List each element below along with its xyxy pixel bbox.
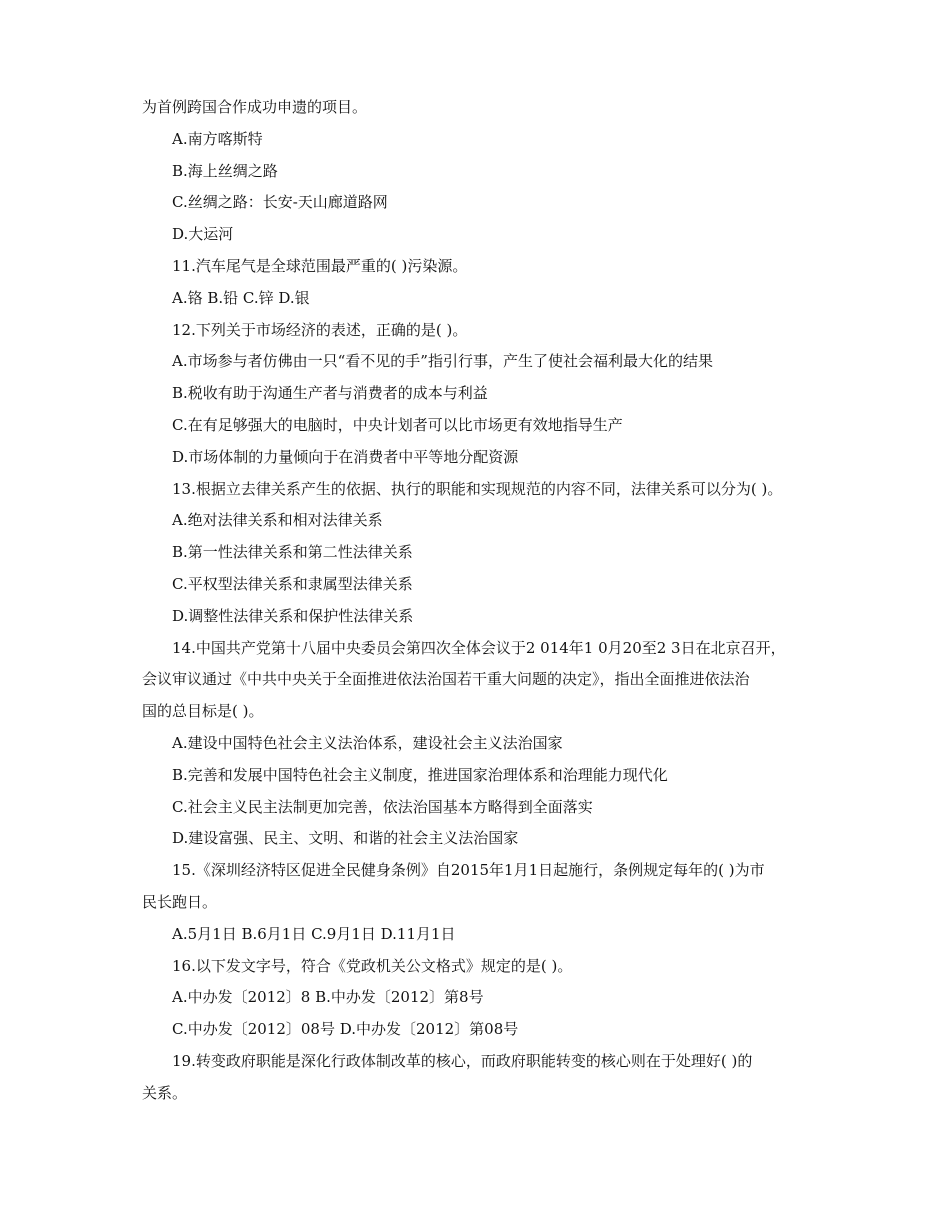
option-line: A.绝对法律关系和相对法律关系 bbox=[172, 511, 383, 530]
option-line: B.海上丝绸之路 bbox=[172, 161, 278, 180]
option-line: A.南方喀斯特 bbox=[172, 129, 263, 148]
document-body bbox=[142, 92, 812, 1110]
text-line-continuation: 为首例跨国合作成功申遗的项目。 bbox=[142, 98, 368, 116]
option-line: B.完善和发展中国特色社会主义制度，推进国家治理体系和治理能力现代化 bbox=[172, 765, 668, 784]
text-line-continuation: 关系。 bbox=[142, 1083, 188, 1102]
option-line: C.在有足够强大的电脑时，中央计划者可以比市场更有效地指导生产 bbox=[172, 415, 623, 434]
option-line: A.建设中国特色社会主义法治体系，建设社会主义法治国家 bbox=[172, 733, 563, 752]
option-line: C.社会主义民主法制更加完善，依法治国基本方略得到全面落实 bbox=[172, 797, 593, 816]
question-14: 14.中国共产党第十八届中央委员会第四次全体会议于2 014年1 0月20至2 3日在北京召开， bbox=[172, 638, 786, 657]
question-12: 12.下列关于市场经济的表述，正确的是( )。 bbox=[172, 320, 468, 339]
option-line: B.税收有助于沟通生产者与消费者的成本与利益 bbox=[172, 384, 488, 403]
question-11: 11.汽车尾气是全球范围最严重的( )污染源。 bbox=[172, 256, 468, 275]
text-line-continuation: 国的总目标是( )。 bbox=[142, 702, 264, 721]
option-line: D.市场体制的力量倾向于在消费者中平等地分配资源 bbox=[172, 447, 519, 466]
option-line: B.第一性法律关系和第二性法律关系 bbox=[172, 543, 413, 562]
question-15: 15.《深圳经济特区促进全民健身条例》自2015年1月1日起施行，条例规定每年的( )为市 bbox=[172, 861, 765, 880]
option-line: C.平权型法律关系和隶属型法律关系 bbox=[172, 574, 413, 593]
option-line: A.中办发〔2012〕8 B.中办发〔2012〕第8号 bbox=[172, 988, 484, 1007]
question-19: 19.转变政府职能是深化行政体制改革的核心，而政府职能转变的核心则在于处理好( )的 bbox=[172, 1051, 753, 1070]
option-line: C.中办发〔2012〕08号 D.中办发〔2012〕第08号 bbox=[172, 1020, 519, 1039]
text-line-continuation: 会议审议通过《中共中央关于全面推进依法治国若干重大问题的决定》，指出全面推进依法治 bbox=[142, 670, 750, 689]
option-line: A.市场参与者仿佛由一只“看不见的手”指引行事，产生了使社会福利最大化的结果 bbox=[172, 352, 713, 371]
question-13: 13.根据立去律关系产生的依据、执行的职能和实现规范的内容不同，法律关系可以分为( )。 bbox=[172, 479, 783, 498]
option-line: A.5月1日 B.6月1日 C.9月1日 D.11月1日 bbox=[172, 924, 456, 943]
text-line-continuation: 民长跑日。 bbox=[142, 892, 218, 911]
option-line: D.建设富强、民主、文明、和谐的社会主义法治国家 bbox=[172, 829, 519, 848]
option-line: D.大运河 bbox=[172, 225, 234, 244]
option-line: A.铬 B.铅 C.锌 D.银 bbox=[172, 288, 310, 307]
option-line: C.丝绸之路：长安-天山廊道路网 bbox=[172, 193, 388, 212]
question-16: 16.以下发文字号，符合《党政机关公文格式》规定的是( )。 bbox=[172, 956, 573, 975]
option-line: D.调整性法律关系和保护性法律关系 bbox=[172, 606, 414, 625]
